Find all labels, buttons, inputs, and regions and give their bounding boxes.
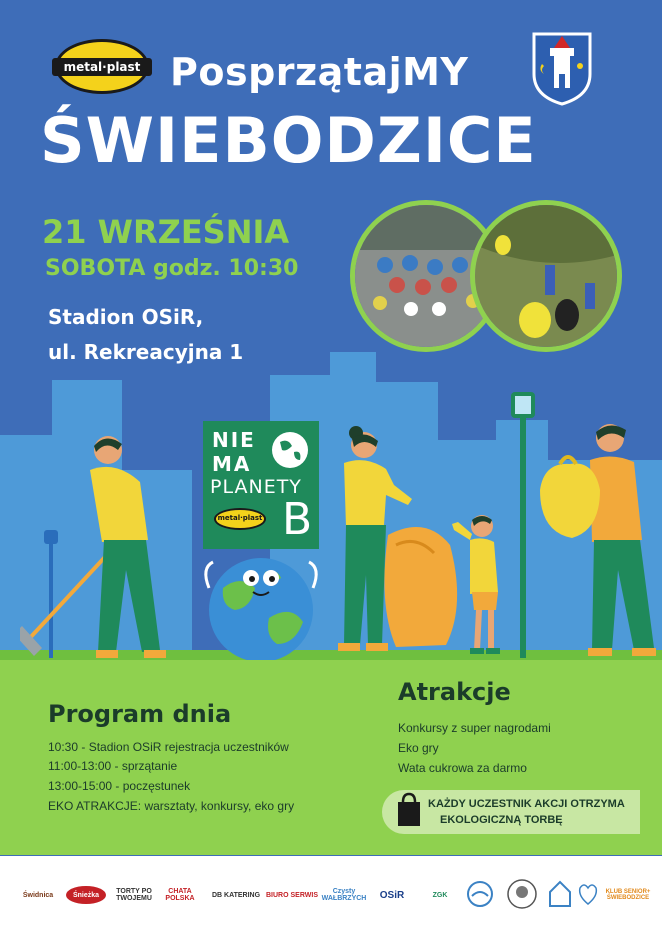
sponsor-logo-czysty-walbrzych: Czysty WAŁBRZYCH [321, 888, 367, 902]
sponsor-logo-round-icon [466, 880, 494, 908]
sponsor-logo-biuro-serwis: BIURO SERWIS [266, 891, 318, 899]
child-helping-icon [450, 510, 510, 660]
title-line1: PosprzątajMY [170, 50, 469, 94]
sponsor-logo-osir: OSiR [379, 889, 405, 901]
event-day-time: SOBOTA godz. 10:30 [45, 256, 299, 281]
sign-metal-plast-logo-text: metal·plast [217, 514, 263, 522]
attraction-item: Wata cukrowa za darmo [398, 761, 527, 775]
program-item: 11:00-13:00 - sprzątanie [48, 759, 178, 773]
sponsor-logo-swidnica: Świdnica [22, 891, 54, 899]
program-item: 13:00-15:00 - poczęstunek [48, 779, 191, 793]
sign-text-ma: MA [212, 452, 252, 476]
title-line2: ŚWIEBODZICE [40, 104, 537, 177]
sponsor-logo-chata-polska: CHATA POLSKA [165, 888, 195, 902]
event-venue-line2: ul. Rekreacyjna 1 [48, 340, 244, 364]
sponsor-logo-db-katering: DB KATERING [211, 891, 261, 899]
photo-cleanup [470, 200, 622, 352]
eco-bag-text-line2: EKOLOGICZNĄ TORBĘ [440, 814, 563, 826]
sponsor-logo-sniezka: Śnieżka [66, 886, 106, 904]
sponsor-logo-torty: TORTY PO TWOJEMU [116, 888, 152, 902]
eco-bag-text-line1: KAŻDY UCZESTNIK AKCJI OTRZYMA [428, 798, 625, 810]
earth-character-icon [195, 548, 327, 660]
sign-text-planety: PLANETY [210, 476, 302, 498]
event-venue-line1: Stadion OSiR, [48, 305, 204, 329]
city-crest-icon [530, 30, 594, 106]
attractions-title: Atrakcje [398, 678, 511, 706]
sponsor-logo-seal-icon [506, 878, 538, 910]
sponsor-logo-klub-senior: KLUB SENIOR+ ŚWIEBODZICE [605, 889, 651, 901]
program-title: Program dnia [48, 700, 232, 728]
event-date: 21 WRZEŚNIA [42, 213, 290, 251]
program-item: EKO ATRAKCJE: warsztaty, konkursy, eko gry [48, 799, 295, 813]
program-item: 10:30 - Stadion OSiR rejestracja uczestników [48, 740, 289, 754]
metal-plast-logo-text: metal·plast [52, 58, 152, 76]
sign-text-b: B [282, 494, 313, 545]
attraction-item: Eko gry [398, 741, 439, 755]
attraction-item: Konkursy z super nagrodami [398, 721, 551, 735]
tote-bag-icon [396, 792, 422, 828]
sponsor-logo-zgk: ZGK [432, 891, 448, 899]
sign-text-nie: NIE [212, 428, 256, 452]
man-carrying-bag-icon [530, 420, 662, 660]
person-raking-icon [20, 430, 180, 662]
sponsor-logo-heart-icon [576, 880, 600, 908]
globe-icon [270, 430, 310, 470]
sponsor-logo-house-icon [548, 880, 572, 908]
